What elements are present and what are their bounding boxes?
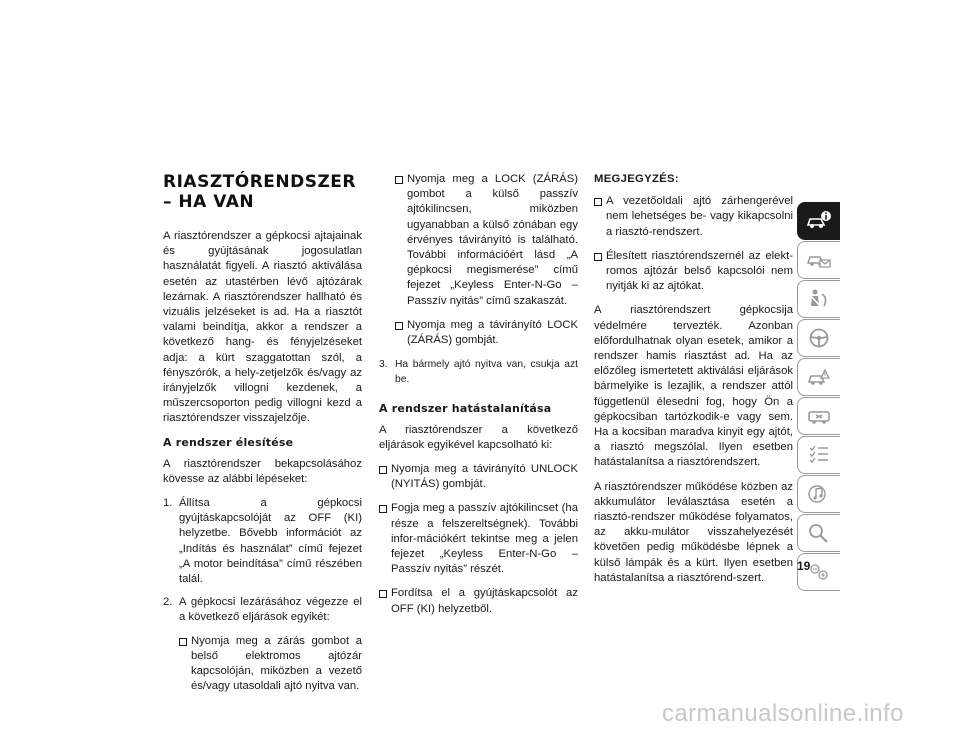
bullet-item — [179, 634, 362, 695]
intro-paragraph: A riasztórendszer a gépkocsi ajtajainak és gyújtásának jogosulatlan használatát figyeli. A riasztó aktiválása esetén az utastérben lévő ajtózárak lezárnak. A riasztórendszer hallható és vizuális jelzéseket is ad. Ha a riasztót valami beindítja, akkor a rendszer a következő hang- és fényjelzéseket adja: a kürt szaggatottan szól, a fényszórók, a hely-zetjelzők és/vagy az irányjelzők villogni kezdenek, a műszercsoporton pedig villogni kezd a riasztórendszer visszajelzője. — [163, 230, 362, 425]
bullet-text: Nyomja meg a LOCK (ZÁRÁS) gombot a külső passzív ajtókilincsen, miközben ugyanabban a külső zónában egy érvényes távirányító is található. További információért lásd „A gépkocsi megismerése” című fejezet „Keyless Enter-N-Go – Passzív nyitás” című szakaszát. — [407, 173, 578, 307]
body-paragraph: A riasztórendszert gépkocsija védelmére tervezték. Azonban előfordulhatnak olyan esetek, amikor a rendszer hamis riasztást ad. Ha az előzőleg ismertetett aktiválási eljárások bármelyike is lezajlik, a rendszer attól függetlenül élesedni fog, hogy Ön a gépkocsiban tartózkodik-e vagy sem. Ha a kocsiban maradva kinyit egy ajtót, a riasztó megszólal. Ilyen esetben hatástalanítsa a riasztórendszert. — [594, 304, 793, 469]
step-number: 3. — [379, 359, 388, 371]
tab-search[interactable] — [797, 514, 840, 552]
tab-car-mail[interactable] — [797, 241, 840, 279]
disarming-intro: A riasztórendszer a következő eljárások egyikével kapcsolható ki: — [379, 423, 578, 451]
note-heading: MEGJEGYZÉS: — [594, 173, 679, 185]
disarming-heading: A rendszer hatástalanítása — [379, 401, 552, 415]
tab-steering[interactable] — [797, 319, 840, 357]
tab-checklist[interactable] — [797, 436, 840, 474]
chapter-tabs — [797, 202, 841, 592]
car-service-icon — [806, 405, 832, 427]
step-text: A gépkocsi lezárásához végezze el a következő eljárások egyikét: — [179, 596, 362, 624]
tab-car-info[interactable] — [797, 202, 840, 240]
step-text: Állítsa a gépkocsi gyújtáskapcsolóját az OFF (KI) helyzetbe. Bővebb információt az „Indítás és használat” című fejezet „A motor beindítása” című részében talál. — [179, 497, 362, 586]
tab-music[interactable] — [797, 475, 840, 513]
checkbox-bullet-icon — [179, 634, 191, 695]
checklist-icon — [806, 444, 832, 466]
bullet-item — [395, 318, 578, 348]
checkbox-bullet-icon — [379, 501, 391, 577]
step-1 — [163, 496, 362, 587]
car-mail-icon — [806, 249, 832, 271]
step-3 — [379, 357, 578, 387]
car-crash-icon — [806, 366, 832, 388]
steering-wheel-icon — [806, 327, 832, 349]
step-text: Ha bármely ajtó nyitva van, csukja azt be. — [395, 359, 578, 386]
page-title: RIASZTÓRENDSZER – HA VAN — [163, 172, 357, 212]
note-text: A vezetőoldali ajtó zárhengerével nem lehetséges be- vagy kikapcsolni a riasztó-rendszert. — [606, 195, 793, 238]
bullet-item — [379, 501, 578, 577]
bullet-text: Fordítsa el a gyújtáskapcsolót az OFF (KI) helyzetből. — [391, 587, 578, 615]
checkbox-bullet-icon — [379, 586, 391, 616]
column-middle — [379, 172, 578, 626]
step-number: 2. — [163, 596, 173, 609]
body-paragraph: A riasztórendszer működése közben az akkumulátor leválasztása esetén a riasztó-rendszer működése folyamatos, az akku-mulátor visszahelyezését követően pedig működésbe lépnek a külső lámpák és a kürt. Ilyen esetben hatástalanítsa a riasztórend-szert. — [594, 480, 793, 584]
note-text: Élesített riasztórendszernél az elekt-romos ajtózár belső kapcsolói nem nyitják ki az ajtókat. — [606, 249, 793, 293]
step-2 — [163, 595, 362, 625]
note-item — [594, 194, 793, 240]
tab-car-crash[interactable] — [797, 358, 840, 396]
bullet-item — [379, 586, 578, 616]
bullet-text: Nyomja meg a távirányító UNLOCK (NYITÁS) gombját. — [391, 463, 578, 491]
checkbox-bullet-icon — [395, 318, 407, 348]
checkbox-bullet-icon — [594, 194, 606, 240]
tab-car-service[interactable] — [797, 397, 840, 435]
column-right — [594, 172, 793, 595]
checkbox-bullet-icon — [379, 462, 391, 492]
column-left — [163, 172, 362, 703]
car-info-icon — [806, 210, 832, 232]
arming-intro: A riasztórendszer bekapcsolásához kövesse az alábbi lépéseket: — [163, 457, 362, 485]
bullet-text: Fogja meg a passzív ajtókilincset (ha része a felszereltségnek). További infor-mációkért tekintse meg a jelen fejezet „Keyless Enter-N-Go – Passzív nyitás” részét. — [391, 502, 578, 576]
bullet-text: Nyomja meg a távirányító LOCK (ZÁRÁS) gombját. — [407, 318, 578, 347]
music-note-icon — [806, 483, 832, 505]
seatbelt-icon — [806, 288, 832, 310]
watermark: carmanualsonline.info — [662, 700, 904, 727]
bullet-item — [395, 172, 578, 309]
note-item — [594, 249, 793, 295]
tab-seatbelt[interactable] — [797, 280, 840, 318]
search-icon — [806, 522, 832, 544]
bullet-text: Nyomja meg a zárás gombot a belső elektromos ajtózár kapcsolóján, miközben a vezető és/vagy utasoldali ajtó nyitva van. — [191, 634, 362, 693]
checkbox-bullet-icon — [594, 249, 606, 295]
bullet-item — [379, 462, 578, 492]
arming-heading: A rendszer élesítése — [163, 435, 294, 449]
checkbox-bullet-icon — [395, 172, 407, 309]
step-number: 1. — [163, 497, 173, 510]
page-number: 19 — [797, 559, 811, 573]
